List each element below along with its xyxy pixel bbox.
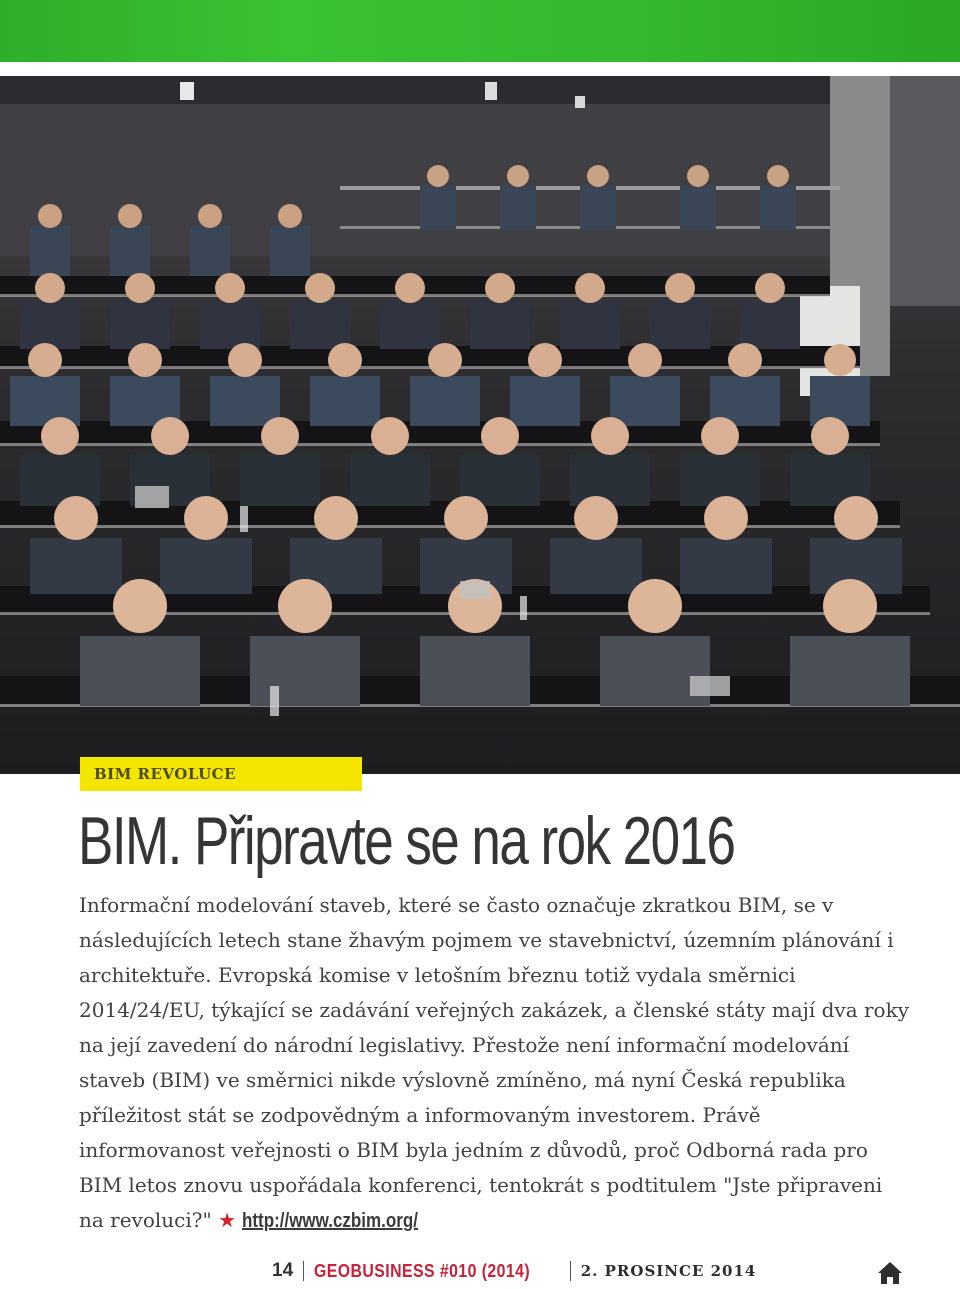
article-lead [79, 888, 909, 1239]
conference-photo [0, 76, 960, 774]
page-footer [272, 1258, 952, 1284]
home-icon[interactable] [877, 1261, 903, 1285]
section-tag [80, 757, 362, 791]
czbim-link[interactable]: http://www.czbim.org/ [242, 1210, 419, 1232]
magazine-issue: GEOBUSINESS #010 (2014) [314, 1260, 531, 1281]
footer-divider [570, 1261, 571, 1281]
article-headline: BIM. Připravte se na rok 2016 [78, 803, 735, 879]
star-icon: ★ [218, 1208, 236, 1232]
footer-divider [303, 1261, 304, 1281]
page-number: 14 [272, 1260, 294, 1281]
article-lead-text: Informační modelování staveb, které se často označuje zkratkou BIM, se v následujících letech stane žhavým pojmem ve stavebnictví, územním plánování i architektuře. Evropská komise v letošním březnu totiž vydala směrnici 2014/24/EU, týkající se zadávání veřejných zakázek, a členské státy mají dva roky na její zavedení do národní legislativy. Přestože není informační modelování staveb (BIM) ve směrnici nikde výslovně zmíněno, má nyní Česká republika příležitost stát se zodpovědným a informovaným investorem. Právě informovanost veřejnosti o BIM byla jedním z důvodů, proč Odborná rada pro BIM letos znovu uspořádala konferenci, tentokrát s podtitulem "Jste připraveni na revoluci?" [79, 893, 909, 1232]
issue-date: 2. PROSINCE 2014 [580, 1262, 757, 1280]
top-color-band [0, 0, 960, 62]
conference-audience-photo-icon [0, 76, 960, 774]
section-tag-label: BIM REVOLUCE [94, 765, 237, 783]
